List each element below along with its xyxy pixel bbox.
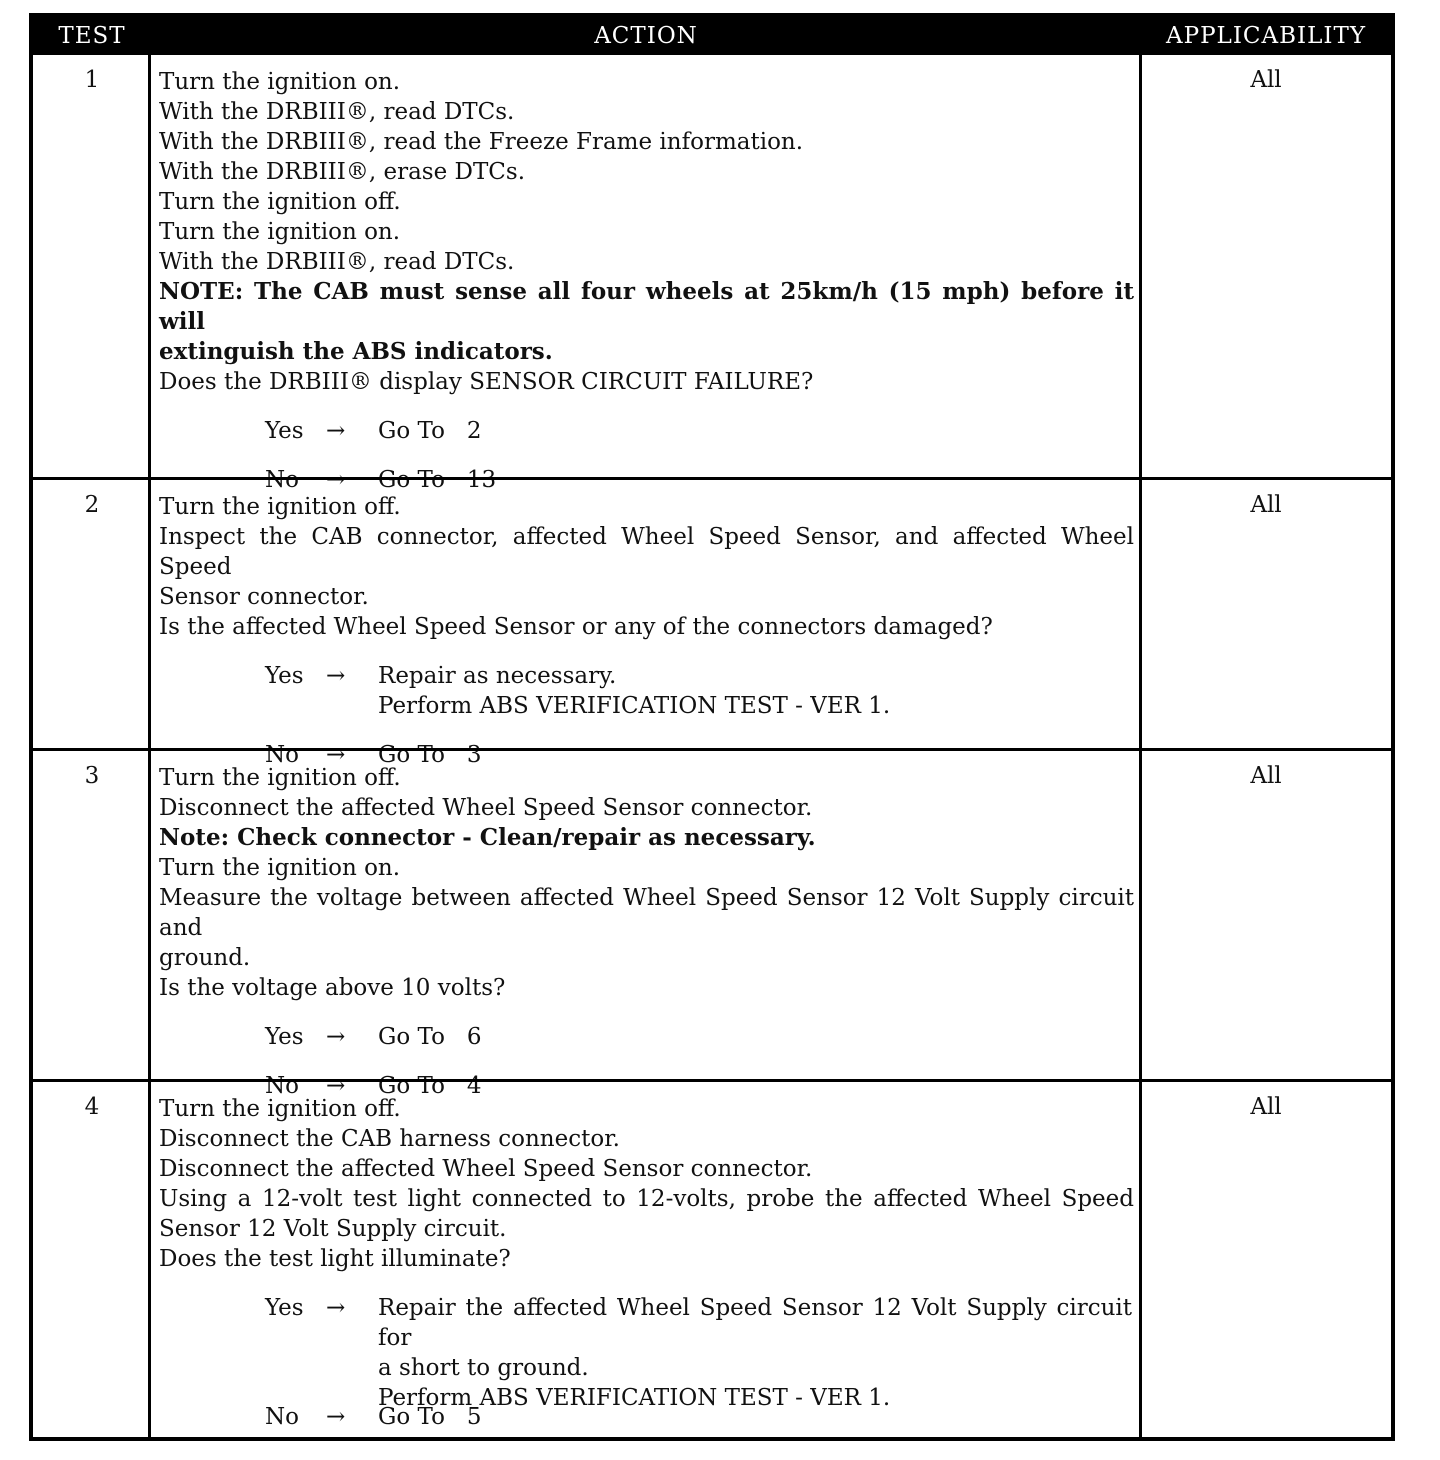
step-text: Turn the ignition off. bbox=[159, 494, 401, 520]
table-row bbox=[33, 55, 1391, 493]
yes-label: Yes bbox=[265, 418, 304, 444]
table-row bbox=[33, 748, 1391, 1099]
question-text: Is the voltage above 10 volts? bbox=[159, 975, 506, 1001]
yes-result: Go To 6 bbox=[378, 1024, 482, 1050]
table-row bbox=[33, 1079, 1391, 1437]
step-text: With the DRBIII®, read DTCs. bbox=[159, 249, 515, 275]
step-text: With the DRBIII®, read DTCs. bbox=[159, 99, 515, 125]
yes-result-line: Perform ABS VERIFICATION TEST - VER 1. bbox=[378, 1385, 891, 1411]
yes-result-line: Perform ABS VERIFICATION TEST - VER 1. bbox=[378, 693, 891, 719]
no-result: Go To 3 bbox=[378, 742, 482, 768]
test-number: 3 bbox=[84, 763, 100, 789]
applicability-cell: All bbox=[1250, 67, 1282, 93]
step-text: Using a 12-volt test light connected to 12-volts, probe the affected Wheel Speed bbox=[159, 1186, 1134, 1212]
table-header bbox=[33, 17, 1391, 55]
applicability-cell: All bbox=[1250, 1094, 1282, 1120]
step-text: Disconnect the CAB harness connector. bbox=[159, 1126, 620, 1152]
arrow-right-icon: → bbox=[326, 742, 346, 768]
arrow-right-icon: → bbox=[326, 663, 346, 689]
step-text: Inspect the CAB connector, affected Wheel Speed Sensor, and affected Wheel Speed bbox=[159, 524, 1134, 580]
yes-option bbox=[159, 1022, 1134, 1052]
step-text: Turn the ignition on. bbox=[159, 69, 401, 95]
yes-option bbox=[159, 416, 1134, 446]
action-cell bbox=[159, 67, 1134, 495]
yes-label: Yes bbox=[265, 663, 304, 689]
no-option bbox=[159, 1402, 1134, 1432]
yes-label: Yes bbox=[265, 1024, 304, 1050]
arrow-right-icon: → bbox=[326, 467, 346, 493]
header-applicability: APPLICABILITY bbox=[1166, 23, 1366, 49]
question-text: Does the DRBIII® display SENSOR CIRCUIT FAILURE? bbox=[159, 369, 814, 395]
yes-result bbox=[378, 661, 890, 721]
arrow-right-icon: → bbox=[326, 418, 346, 444]
yes-option bbox=[159, 1293, 1134, 1411]
diagnostic-test-table bbox=[29, 13, 1395, 1441]
yes-result bbox=[378, 1293, 1132, 1413]
no-label: No bbox=[265, 467, 299, 493]
step-text: Disconnect the affected Wheel Speed Sensor connector. bbox=[159, 1156, 813, 1182]
note-text: Note: Check connector - Clean/repair as necessary. bbox=[159, 824, 816, 851]
action-cell bbox=[159, 1094, 1134, 1432]
applicability-cell: All bbox=[1250, 763, 1282, 789]
step-text: Turn the ignition on. bbox=[159, 219, 401, 245]
applicability-cell: All bbox=[1250, 492, 1282, 518]
test-number: 1 bbox=[84, 67, 100, 93]
header-action: ACTION bbox=[594, 23, 698, 49]
step-text: Turn the ignition off. bbox=[159, 765, 401, 791]
step-text: Sensor connector. bbox=[159, 584, 369, 610]
no-result: Go To 13 bbox=[378, 467, 497, 493]
yes-option bbox=[159, 661, 1134, 721]
yes-result: Go To 2 bbox=[378, 418, 482, 444]
step-text: Disconnect the affected Wheel Speed Sensor connector. bbox=[159, 795, 813, 821]
yes-label: Yes bbox=[265, 1295, 304, 1321]
step-text: Turn the ignition off. bbox=[159, 189, 401, 215]
arrow-right-icon: → bbox=[326, 1024, 346, 1050]
question-text: Does the test light illuminate? bbox=[159, 1246, 511, 1272]
step-text: With the DRBIII®, erase DTCs. bbox=[159, 159, 526, 185]
question-text: Is the affected Wheel Speed Sensor or any of the connectors damaged? bbox=[159, 614, 993, 640]
no-label: No bbox=[265, 1404, 299, 1430]
step-text: Turn the ignition off. bbox=[159, 1096, 401, 1122]
step-text: Measure the voltage between affected Wheel Speed Sensor 12 Volt Supply circuit and bbox=[159, 885, 1134, 941]
step-text: ground. bbox=[159, 945, 251, 971]
no-result: Go To 4 bbox=[378, 1073, 482, 1099]
no-result: Go To 5 bbox=[378, 1404, 482, 1430]
arrow-right-icon: → bbox=[326, 1073, 346, 1099]
action-cell bbox=[159, 763, 1134, 1101]
yes-result-line: a short to ground. bbox=[378, 1355, 589, 1381]
step-text: With the DRBIII®, read the Freeze Frame information. bbox=[159, 129, 804, 155]
yes-result-line: Repair the affected Wheel Speed Sensor 12 Volt Supply circuit for bbox=[378, 1295, 1132, 1351]
header-test: TEST bbox=[58, 23, 126, 49]
table-row bbox=[33, 477, 1391, 768]
step-text: Turn the ignition on. bbox=[159, 855, 401, 881]
test-number: 4 bbox=[84, 1094, 100, 1120]
note-text: NOTE: The CAB must sense all four wheels at 25km/h (15 mph) before it will bbox=[159, 278, 1134, 335]
arrow-right-icon: → bbox=[326, 1404, 346, 1430]
arrow-right-icon: → bbox=[326, 1295, 346, 1321]
no-label: No bbox=[265, 742, 299, 768]
action-cell bbox=[159, 492, 1134, 770]
step-text: Sensor 12 Volt Supply circuit. bbox=[159, 1216, 507, 1242]
no-label: No bbox=[265, 1073, 299, 1099]
note-text: extinguish the ABS indicators. bbox=[159, 338, 553, 365]
test-number: 2 bbox=[84, 492, 100, 518]
yes-result-line: Repair as necessary. bbox=[378, 663, 617, 689]
